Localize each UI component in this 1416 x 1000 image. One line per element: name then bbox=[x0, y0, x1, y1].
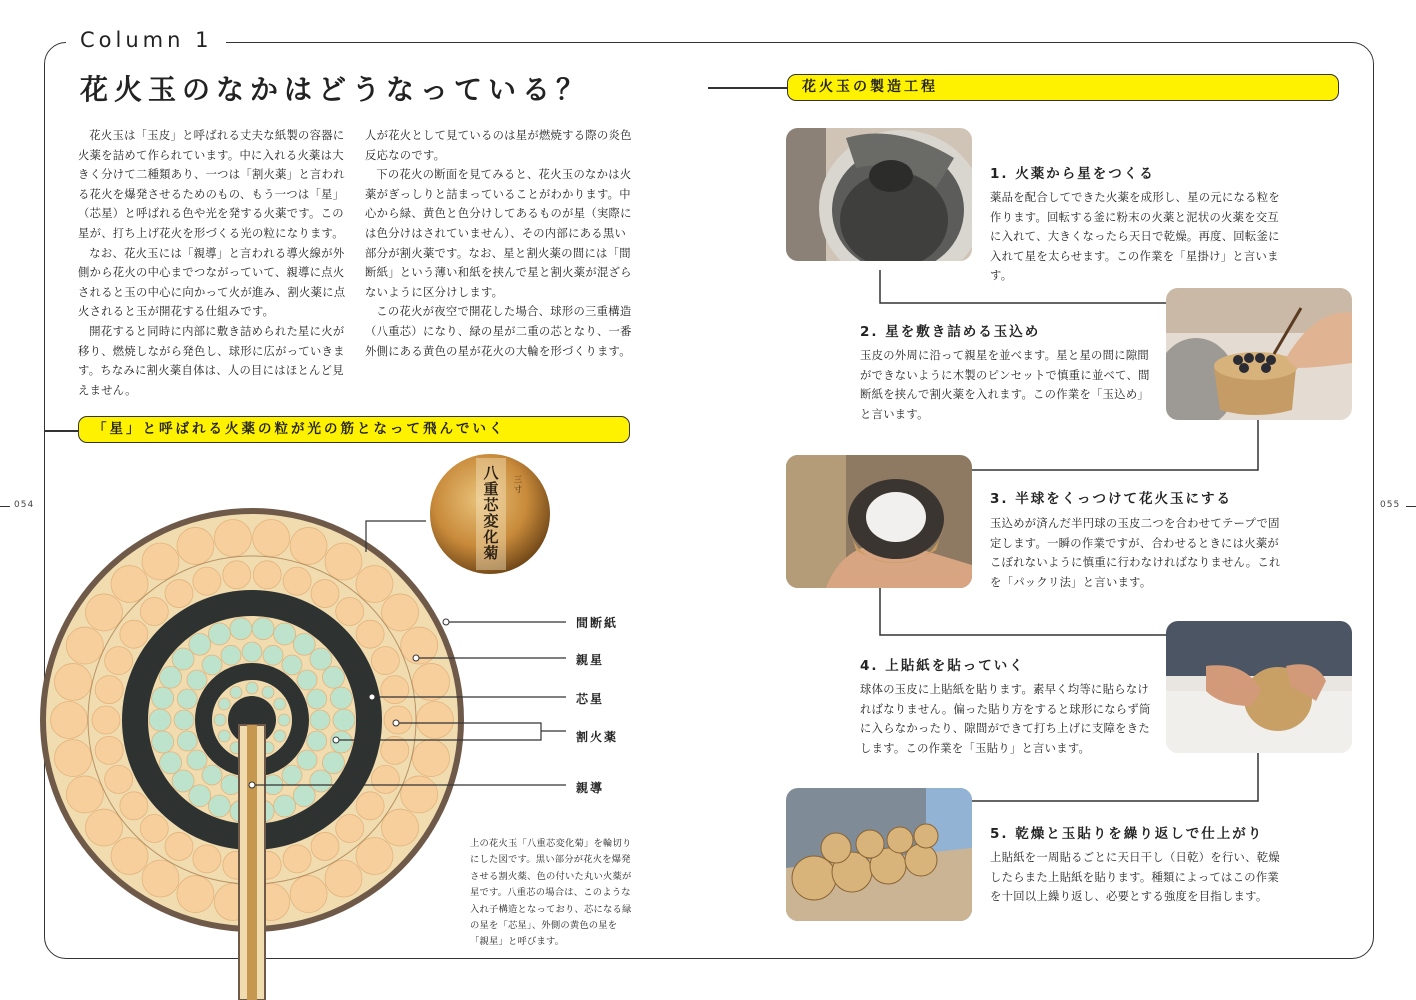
intro-paragraph: 人が花火として見ているのは星が燃焼する際の炎色反応なのです。 bbox=[365, 129, 632, 162]
shin-star-3 bbox=[218, 730, 230, 742]
outer-star-inner bbox=[381, 676, 409, 704]
outer-star bbox=[253, 520, 290, 557]
outer-star bbox=[142, 860, 179, 897]
outer-star-inner bbox=[336, 598, 364, 626]
outer-star bbox=[290, 527, 327, 564]
outer-star bbox=[356, 566, 393, 603]
outer-star-inner bbox=[193, 845, 221, 873]
outer-star-inner bbox=[120, 620, 148, 648]
outer-star-inner bbox=[193, 567, 221, 595]
diagram-caption: 上の花火玉「八重芯変化菊」を輪切りにした図です。黒い部分が花火を爆発させる割火薬、色の付いた丸い火薬が星です。八重芯の場合は、このような入れ子構造となっており、芯になる緑の星を「芯星」、外側の黄色の星を「親星」と呼びます。 bbox=[470, 838, 632, 948]
outer-star-inner bbox=[105, 647, 133, 675]
intro-paragraph: なお、花火玉には「親導」と言われる導火線が外側から花火の中心までつながっていて、親導に点火されると玉の中心に向かって火が進み、割火薬に点火されると玉が開花する仕組みです。 bbox=[78, 246, 346, 319]
outer-star bbox=[325, 543, 362, 580]
step5-text: 上貼紙を一周貼るごとに天日干し（日乾）を行い、乾燥したらまた上貼紙を貼ります。種類によってはこの作業を十回以上繰り返し、必要とする強度を目指します。 bbox=[990, 851, 1280, 904]
outer-star bbox=[214, 520, 251, 557]
step1-photo bbox=[786, 128, 972, 261]
outer-star-inner bbox=[356, 620, 384, 648]
label-oyaboshi: 親星 bbox=[576, 653, 605, 667]
outer-star bbox=[85, 594, 122, 631]
outer-star-inner bbox=[95, 676, 123, 704]
shin-star bbox=[274, 623, 296, 645]
outer-star bbox=[382, 594, 419, 631]
outer-star-inner bbox=[223, 561, 251, 589]
outer-star-inner bbox=[253, 561, 281, 589]
shin-star-2 bbox=[307, 689, 327, 709]
shin-star-2 bbox=[297, 750, 317, 770]
shin-star-2 bbox=[202, 765, 222, 785]
step4-text: 球体の玉皮に上貼紙を貼ります。素早く均等に貼らなければなりません。偏った貼り方をすると球形にならず筒に入らなかったり、隙間ができて打ち上げに支障をきたします。この作業を「玉貼り」と言います。 bbox=[860, 683, 1151, 755]
outer-star-inner bbox=[140, 598, 168, 626]
shin-star-2 bbox=[282, 655, 302, 675]
step3-photo bbox=[786, 455, 972, 588]
oyamichi-core bbox=[247, 725, 257, 1000]
shin-star-3 bbox=[230, 686, 242, 698]
shin-star-3 bbox=[214, 714, 226, 726]
banner-connector bbox=[44, 430, 80, 432]
outer-star bbox=[413, 663, 450, 700]
shin-star bbox=[152, 731, 174, 753]
intro-text-left bbox=[78, 126, 346, 400]
shell-label-small: 三寸 bbox=[514, 475, 522, 494]
page-number-left: 054 bbox=[14, 500, 35, 510]
shin-star bbox=[333, 709, 355, 731]
outer-star bbox=[177, 876, 214, 913]
outer-star-inner bbox=[120, 792, 148, 820]
shin-star bbox=[230, 618, 252, 640]
label-shinboshi: 芯星 bbox=[576, 692, 605, 706]
step3-text: 玉込めが済んだ半円球の玉皮二つを合わせてテープで固定します。一瞬の作業ですが、合わせるときには火薬がこぼれないように慎重に行わなければなりません。これを「パックリ法」と言います。 bbox=[990, 517, 1281, 589]
section-banner-left: 「星」と呼ばれる火薬の粒が光の筋となって飛んでいく bbox=[78, 416, 630, 443]
outer-star-inner bbox=[165, 832, 193, 860]
intro-paragraph: 花火玉は「玉皮」と呼ばれる丈夫な紙製の容器に火薬を詰めて作られています。中に入れる火薬は大きく分けて二種類あり、一つは「割火薬」と言われる花火を爆発させるためのもの、もう一つは「星」（芯星）と呼ばれる色や光を発する火薬です。この星が、打ち上げ花火を形づくる光の粒になります。 bbox=[78, 129, 345, 240]
outer-star bbox=[111, 837, 148, 874]
outer-star bbox=[325, 860, 362, 897]
leader-dot bbox=[249, 782, 255, 788]
outer-star-inner bbox=[371, 647, 399, 675]
outer-star-inner bbox=[311, 580, 339, 608]
outer-star-inner bbox=[371, 765, 399, 793]
outer-star-inner bbox=[105, 765, 133, 793]
shin-star-3 bbox=[278, 714, 290, 726]
leader-dot bbox=[333, 737, 339, 743]
page-number-right: 055 bbox=[1380, 500, 1401, 510]
shin-star bbox=[322, 666, 344, 688]
column-label: Column 1 bbox=[66, 28, 226, 52]
shin-star bbox=[274, 795, 296, 817]
step4-title: 4. 上貼紙を貼っていく bbox=[860, 658, 1025, 674]
shin-star-3 bbox=[246, 682, 258, 694]
leader-dot bbox=[443, 619, 449, 625]
outer-star-inner bbox=[356, 792, 384, 820]
shin-star-3 bbox=[274, 730, 286, 742]
shin-star-2 bbox=[307, 731, 327, 751]
shin-star bbox=[160, 666, 182, 688]
outer-star bbox=[417, 702, 454, 739]
outer-star bbox=[85, 809, 122, 846]
step3-title: 3. 半球をくっつけて花火玉にする bbox=[990, 491, 1232, 507]
leader-dot bbox=[413, 655, 419, 661]
outer-star-inner bbox=[336, 814, 364, 842]
label-kandanshi: 間断紙 bbox=[576, 616, 619, 630]
outer-star bbox=[54, 663, 91, 700]
label-oyamichi: 親導 bbox=[576, 781, 605, 795]
shin-star bbox=[149, 709, 171, 731]
outer-star-inner bbox=[283, 845, 311, 873]
outer-star-inner bbox=[95, 736, 123, 764]
outer-star bbox=[413, 740, 450, 777]
outer-star bbox=[66, 627, 103, 664]
intro-text-right bbox=[365, 126, 633, 361]
outer-star bbox=[111, 566, 148, 603]
shell-label-text: 八重芯変化菊 bbox=[483, 464, 499, 562]
outer-star-inner bbox=[92, 706, 120, 734]
shin-star bbox=[293, 785, 315, 807]
shin-star bbox=[322, 752, 344, 774]
shin-star-2 bbox=[177, 731, 197, 751]
step5-photo bbox=[786, 788, 972, 921]
step2-text: 玉皮の外周に沿って親星を並べます。星と星の間に隙間ができないように木製のピンセットで慎重に並べて、間断紙を挟んで割火薬を入れます。この作業を「玉込め」と言います。 bbox=[860, 349, 1150, 421]
shin-star bbox=[152, 687, 174, 709]
shin-star bbox=[208, 795, 230, 817]
shin-star-2 bbox=[187, 750, 207, 770]
shin-star-2 bbox=[187, 670, 207, 690]
shin-star-2 bbox=[177, 689, 197, 709]
shin-star bbox=[330, 687, 352, 709]
shin-star bbox=[189, 633, 211, 655]
step1-title: 1. 火薬から星をつくる bbox=[990, 166, 1155, 182]
shin-star bbox=[208, 623, 230, 645]
shin-star-3 bbox=[218, 698, 230, 710]
step2-title: 2. 星を敷き詰める玉込め bbox=[860, 324, 1041, 340]
section-banner-right: 花火玉の製造工程 bbox=[787, 74, 1339, 101]
outer-star bbox=[290, 876, 327, 913]
shin-star-3 bbox=[262, 686, 274, 698]
shin-star bbox=[160, 752, 182, 774]
outer-star bbox=[66, 776, 103, 813]
shin-star-2 bbox=[242, 642, 262, 662]
outer-star bbox=[401, 776, 438, 813]
outer-star bbox=[382, 809, 419, 846]
shin-star bbox=[310, 648, 332, 670]
shin-star bbox=[172, 770, 194, 792]
shin-star-2 bbox=[310, 710, 330, 730]
page-mark-left bbox=[0, 506, 10, 507]
banner-connector bbox=[708, 87, 788, 89]
step1-text: 薬品を配合してできた火薬を成形し、星の元になる粒を作ります。回転する釜に粉末の火薬と泥状の火薬を交互に入れて、大きくなったら天日で乾燥。再度、回転釜に入れて星を太らせます。この作業を「星掛け」と言います。 bbox=[990, 191, 1280, 283]
leader-dot bbox=[369, 694, 375, 700]
outer-star bbox=[177, 527, 214, 564]
page-title: 花火玉のなかはどうなっている？ bbox=[80, 73, 591, 106]
outer-star-inner bbox=[384, 706, 412, 734]
shin-star-2 bbox=[297, 670, 317, 690]
outer-star bbox=[54, 740, 91, 777]
step5-title: 5. 乾燥と玉貼りを繰り返しで仕上がり bbox=[990, 826, 1264, 842]
step4-photo bbox=[1166, 621, 1352, 753]
outer-star-inner bbox=[311, 832, 339, 860]
step2-photo bbox=[1166, 288, 1352, 420]
leader-dot bbox=[393, 720, 399, 726]
outer-star bbox=[356, 837, 393, 874]
intro-paragraph: この花火が夜空で開花した場合、球形の三重構造（八重芯）になり、緑の星が二重の芯となり、一番外側にある黄色の星が花火の大輪を形づくります。 bbox=[365, 305, 632, 358]
outer-star-inner bbox=[165, 580, 193, 608]
shell-photo bbox=[428, 452, 552, 576]
shin-star-2 bbox=[221, 645, 241, 665]
intro-paragraph: 下の花火の断面を見てみると、花火玉のなかは火薬がぎっしりと詰まっていることがわかります。中心から緑、黄色と色分けしてあるものが星（実際には色分けはされていません）、その内部にある黒い部分が割火薬です。なお、星と割火薬の間には「間断紙」という薄い和紙を挟んで星と割火薬が混ざらないように区分けします。 bbox=[365, 168, 632, 299]
shin-star-2 bbox=[282, 765, 302, 785]
shin-star bbox=[252, 618, 274, 640]
outer-star bbox=[142, 543, 179, 580]
page-mark-right bbox=[1406, 506, 1416, 507]
label-warikayaku: 割火薬 bbox=[576, 730, 619, 744]
outer-star bbox=[51, 702, 88, 739]
shin-star-2 bbox=[221, 775, 241, 795]
shin-star-3 bbox=[274, 698, 286, 710]
outer-star-inner bbox=[140, 814, 168, 842]
intro-paragraph: 開花すると同時に内部に敷き詰められた星に火が移り、燃焼しながら発色し、球形に広がっていきます。ちなみに割火薬自体は、人の目にはほとんど見えません。 bbox=[78, 324, 345, 397]
shin-star-2 bbox=[202, 655, 222, 675]
shin-star-2 bbox=[174, 710, 194, 730]
outer-star-inner bbox=[283, 567, 311, 595]
leader-bracket bbox=[536, 723, 566, 740]
shin-star-2 bbox=[263, 645, 283, 665]
